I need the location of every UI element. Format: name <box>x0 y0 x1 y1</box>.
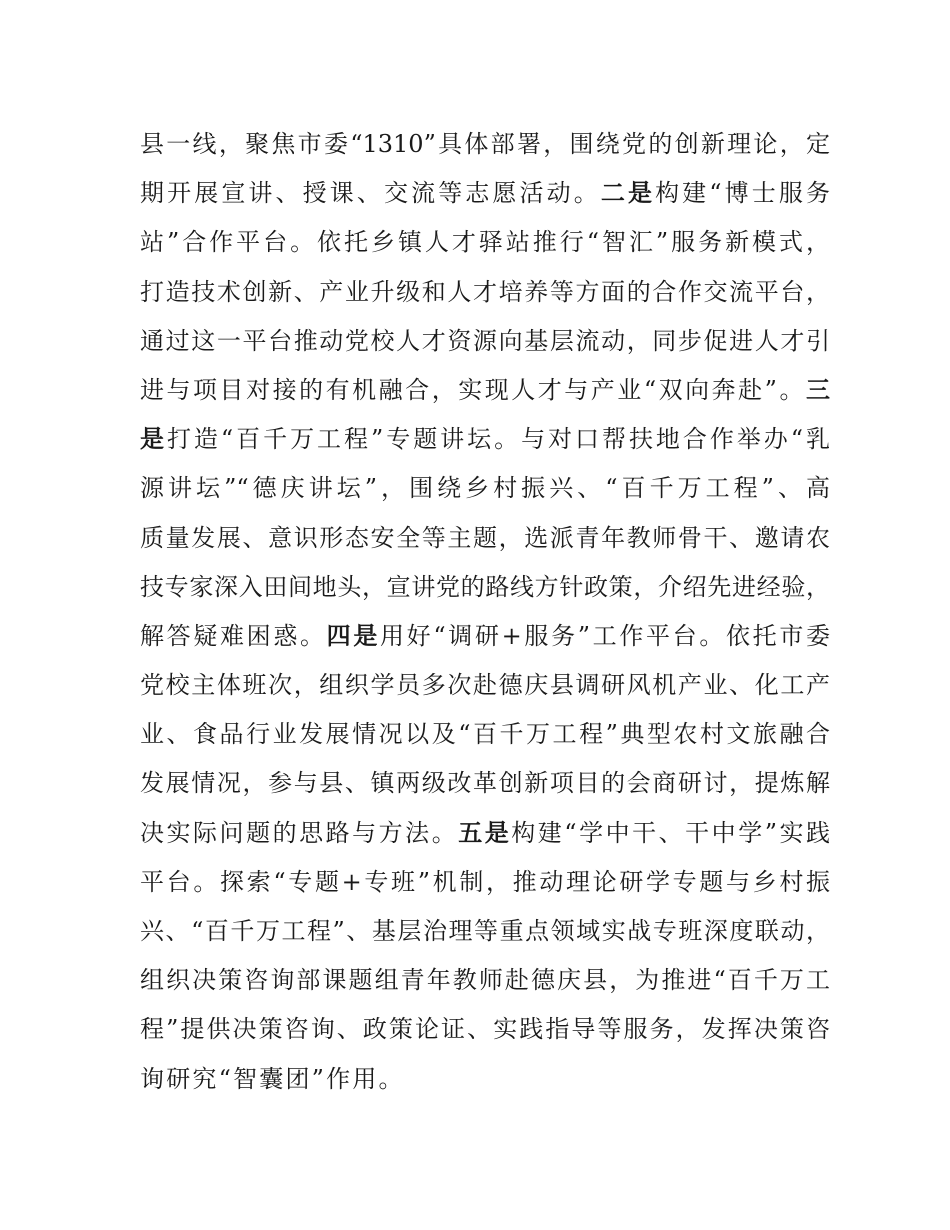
text-segment: 用好“调研+服务”工作平台。依托市委 <box>380 621 830 650</box>
text-segment: 源讲坛”“德庆讲坛”，围绕乡村振兴、“百千万工程”、高 <box>140 474 830 503</box>
text-line <box>140 661 830 710</box>
text-line <box>140 120 830 169</box>
text-segment: 询研究“智囊团”作用。 <box>140 1064 405 1093</box>
text-segment: 进与项目对接的有机融合，实现人才与产业“双向奔赴”。 <box>140 375 806 404</box>
text-line <box>140 218 830 267</box>
text-segment: 决实际问题的思路与方法。 <box>140 818 459 847</box>
text-line <box>140 317 830 366</box>
text-segment: 组织决策咨询部课题组青年教师赴德庆县，为推进“百千万工 <box>140 966 830 995</box>
text-segment: 打造技术创新、产业升级和人才培养等方面的合作交流平台， <box>140 277 830 306</box>
text-segment: 站”合作平台。依托乡镇人才驿站推行“智汇”服务新模式， <box>140 228 830 257</box>
text-line <box>140 1005 830 1054</box>
text-segment: 构建“学中干、干中学”实践 <box>511 818 830 847</box>
text-line <box>140 268 830 317</box>
text-line <box>140 169 830 218</box>
emphasis-marker: 三 <box>806 375 830 404</box>
emphasis-marker: 二是 <box>600 179 656 208</box>
text-segment: 平台。探索“专题+专班”机制，推动理论研学专题与乡村振 <box>140 867 830 896</box>
text-segment: 程”提供决策咨询、政策论证、实践指导等服务，发挥决策咨 <box>140 1015 830 1044</box>
text-segment: 打造“百千万工程”专题讲坛。与对口帮扶地合作举办“乳 <box>166 425 830 454</box>
text-line <box>140 514 830 563</box>
text-segment: 业、食品行业发展情况以及“百千万工程”典型农村文旅融合 <box>140 720 830 749</box>
text-line <box>140 563 830 612</box>
emphasis-marker: 四是 <box>326 621 381 650</box>
text-line <box>140 415 830 464</box>
text-segment: 期开展宣讲、授课、交流等志愿活动。 <box>140 179 601 208</box>
body-paragraph <box>140 120 830 1104</box>
text-line <box>140 759 830 808</box>
text-segment: 通过这一平台推动党校人才资源向基层流动，同步促进人才引 <box>140 326 830 355</box>
text-line <box>140 907 830 956</box>
text-line <box>140 1055 830 1104</box>
text-segment: 兴、“百千万工程”、基层治理等重点领域实战专班深度联动， <box>140 917 830 945</box>
text-segment: 发展情况，参与县、镇两级改革创新项目的会商研讨，提炼解 <box>140 769 830 798</box>
emphasis-marker: 是 <box>140 425 167 454</box>
text-segment: 县一线，聚焦市委“1310”具体部署，围绕党的创新理论，定 <box>140 130 830 158</box>
text-line <box>140 366 830 415</box>
text-segment: 技专家深入田间地头，宣讲党的路线方针政策，介绍先进经验， <box>140 572 830 601</box>
text-line <box>140 858 830 907</box>
emphasis-marker: 五是 <box>458 818 512 847</box>
text-segment: 党校主体班次，组织学员多次赴德庆县调研风机产业、化工产 <box>140 671 830 700</box>
text-segment: 解答疑难困惑。 <box>140 621 327 650</box>
text-line <box>140 710 830 759</box>
text-line <box>140 612 830 661</box>
text-segment: 质量发展、意识形态安全等主题，选派青年教师骨干、邀请农 <box>140 523 830 552</box>
text-segment: 构建“博士服务 <box>655 179 830 208</box>
text-line <box>140 956 830 1005</box>
text-line <box>140 809 830 858</box>
text-line <box>140 464 830 513</box>
